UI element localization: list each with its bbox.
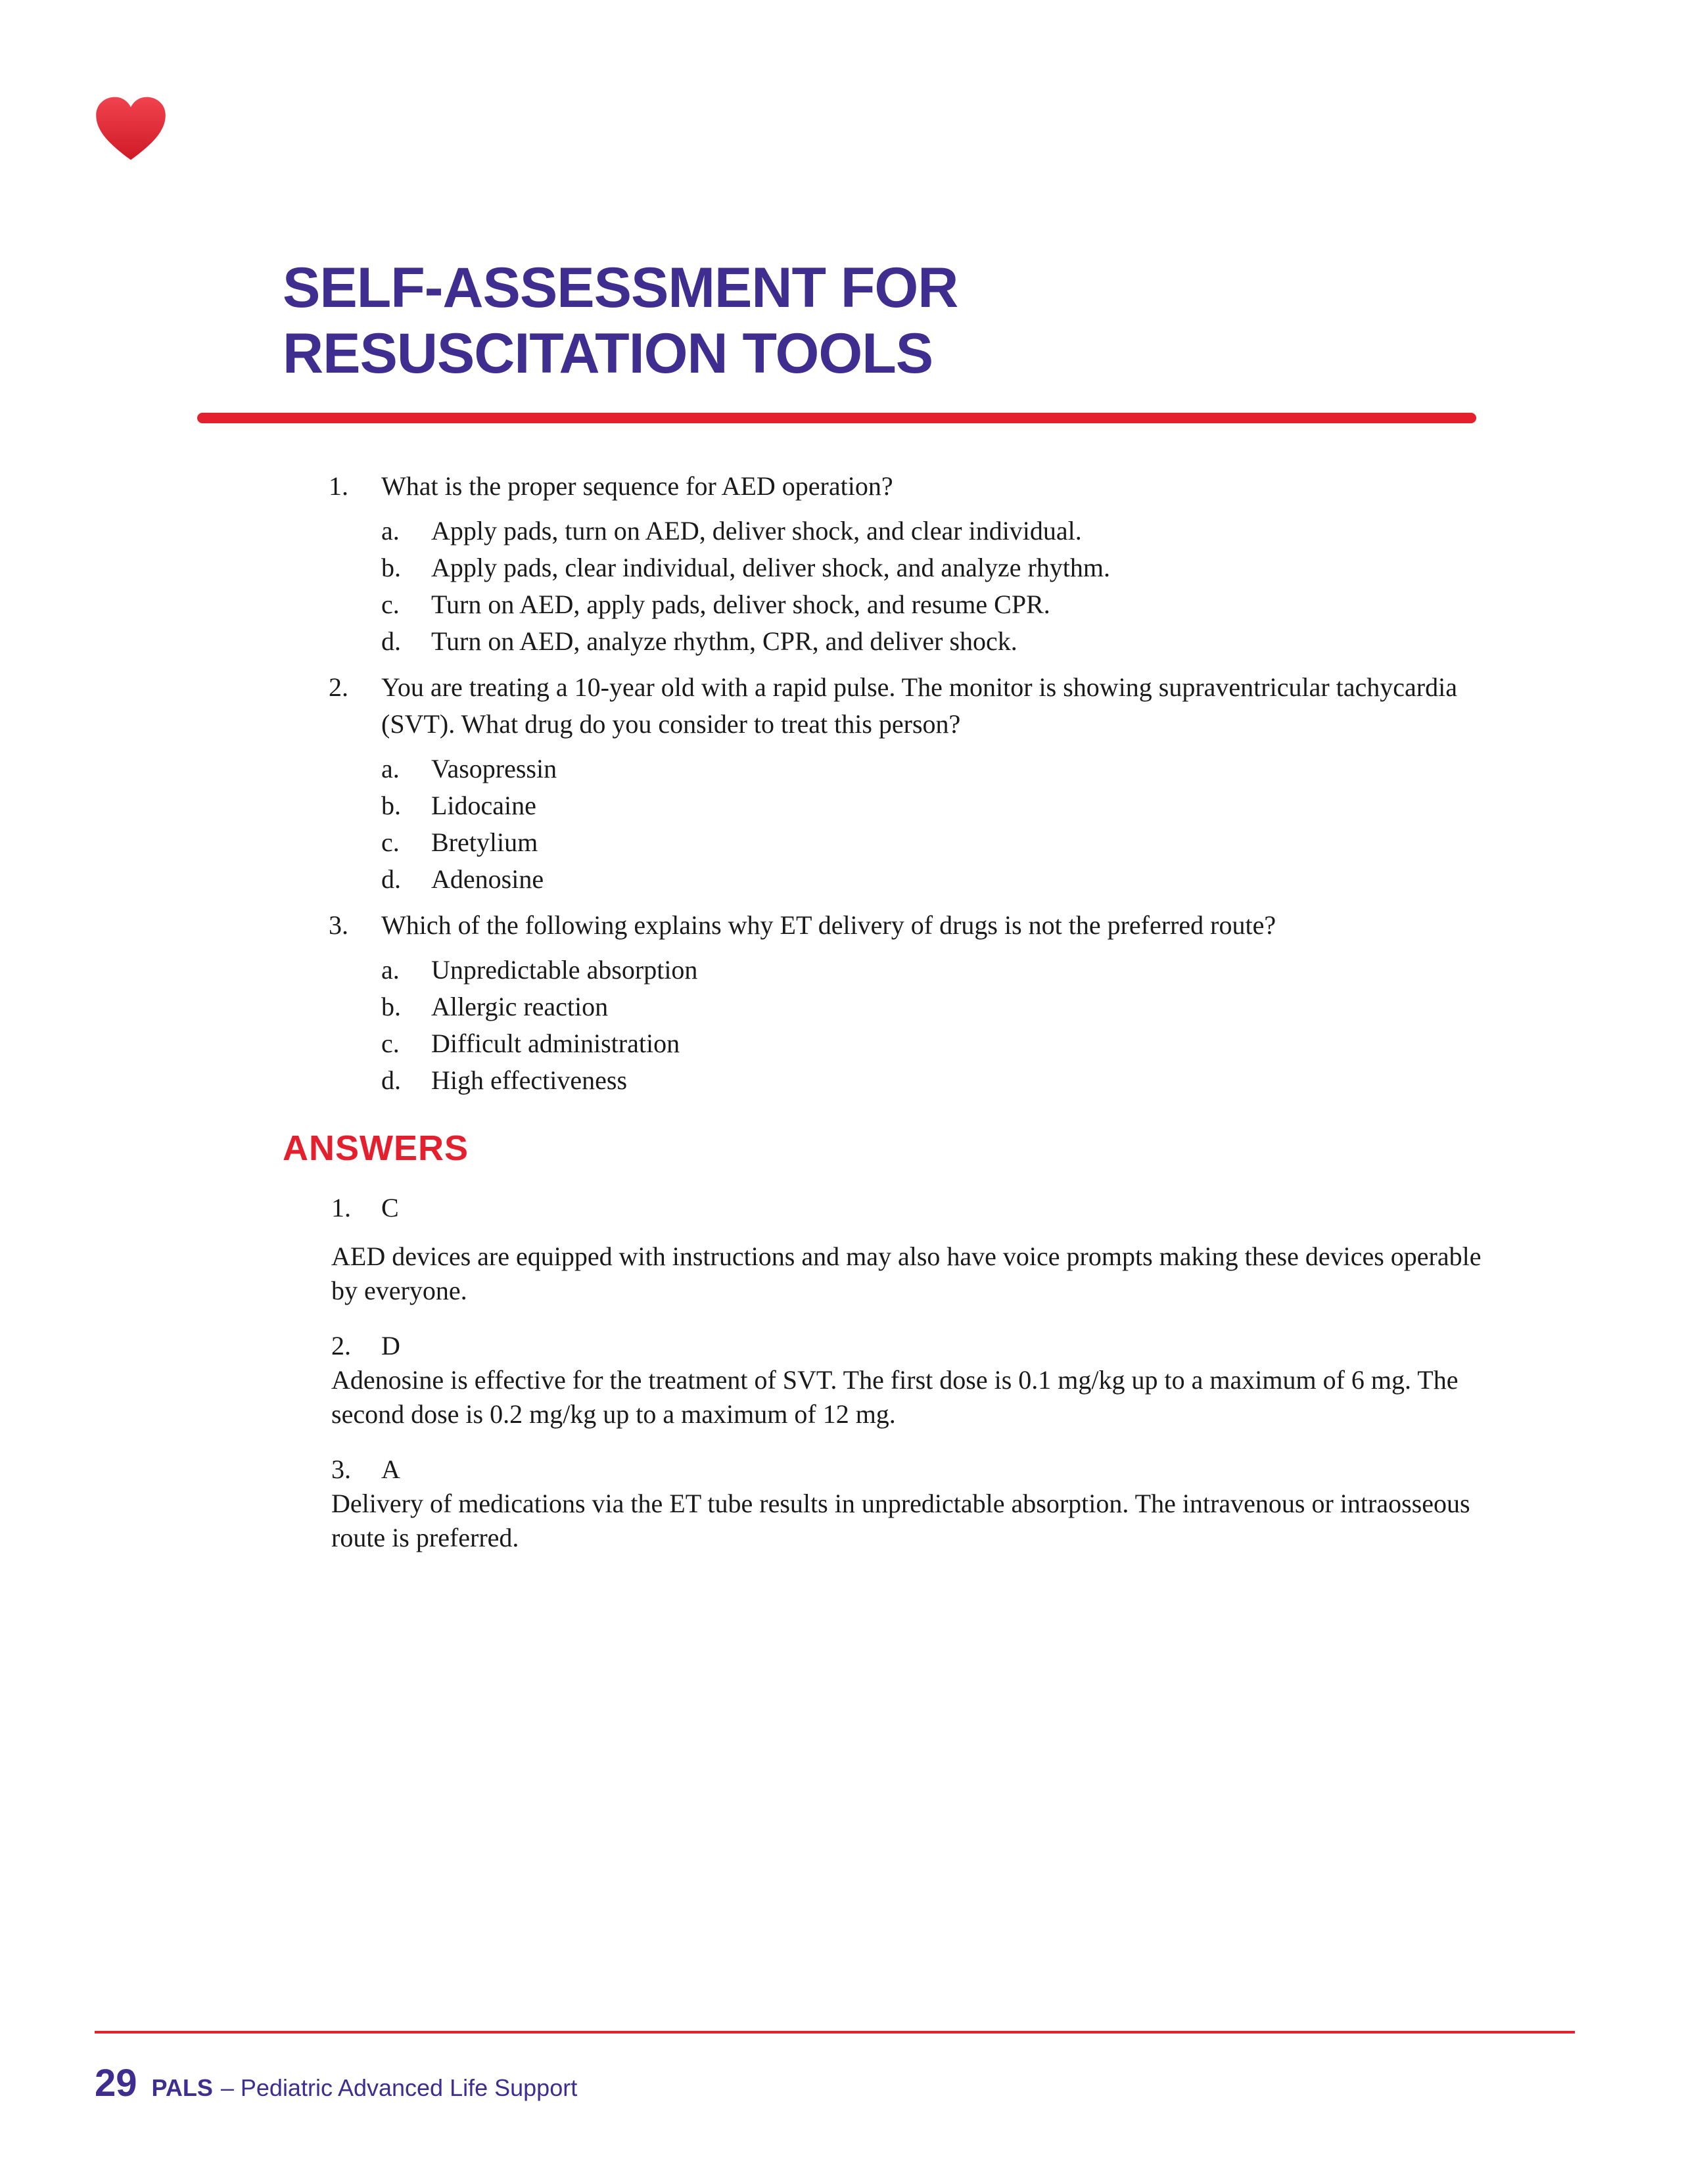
option-letter: c.	[381, 1029, 400, 1058]
option-text: Adenosine	[431, 864, 544, 894]
answer-explanation: Adenosine is effective for the treatment of SVT. The first dose is 0.1 mg/kg up to a maximum of 6 mg. The second dose is 0.2 mg/kg up to a maximum of 12 mg.	[331, 1365, 1459, 1429]
option-list	[329, 513, 1485, 660]
heart-icon	[95, 96, 167, 162]
option-list	[329, 952, 1485, 1099]
option-item	[381, 1062, 1485, 1099]
option-letter: b.	[381, 992, 401, 1021]
option-list	[329, 751, 1485, 898]
question-number: 2.	[329, 672, 348, 702]
answer-explanation: Delivery of medications via the ET tube results in unpredictable absorption. The intravenous or intraosseous route is preferred.	[331, 1489, 1470, 1552]
question-list	[329, 468, 1485, 1108]
option-text: High effectiveness	[431, 1065, 628, 1095]
option-letter: d.	[381, 864, 401, 894]
question-2	[329, 669, 1485, 898]
answer-number: 3.	[331, 1454, 351, 1484]
answer-number: 1.	[331, 1193, 351, 1222]
option-item	[381, 787, 1485, 824]
option-letter: a.	[381, 754, 400, 783]
footer-description: – Pediatric Advanced Life Support	[220, 2074, 578, 2101]
option-item	[381, 824, 1485, 861]
title-divider	[197, 413, 1476, 423]
answer-list	[331, 1191, 1488, 1576]
option-text: Turn on AED, apply pads, deliver shock, and resume CPR.	[431, 590, 1050, 619]
option-text: Bretylium	[431, 827, 538, 857]
answer-letter: A	[381, 1454, 400, 1484]
option-letter: d.	[381, 626, 401, 656]
footer-divider	[95, 2031, 1575, 2033]
option-letter: a.	[381, 955, 400, 985]
answer-1	[331, 1191, 1488, 1308]
option-item	[381, 952, 1485, 988]
option-letter: b.	[381, 791, 401, 820]
page-title-line-1: SELF-ASSESSMENT FOR	[283, 256, 958, 319]
answer-explanation: AED devices are equipped with instructions and may also have voice prompts making these devices operable by everyone.	[331, 1242, 1482, 1305]
option-item	[381, 1025, 1485, 1062]
option-item	[381, 623, 1485, 660]
option-text: Apply pads, turn on AED, deliver shock, and clear individual.	[431, 516, 1082, 546]
option-item	[381, 861, 1485, 898]
option-text: Difficult administration	[431, 1029, 680, 1058]
question-3	[329, 907, 1485, 1099]
page-footer	[95, 2061, 577, 2105]
answers-heading: ANSWERS	[283, 1128, 469, 1168]
option-text: Lidocaine	[431, 791, 536, 820]
option-item	[381, 988, 1485, 1025]
option-letter: a.	[381, 516, 400, 546]
option-item	[381, 513, 1485, 549]
question-text: You are treating a 10-year old with a rapid pulse. The monitor is showing supraventricular tachycardia (SVT). What drug do you consider to treat this person?	[381, 672, 1457, 739]
option-text: Turn on AED, analyze rhythm, CPR, and deliver shock.	[431, 626, 1017, 656]
option-text: Vasopressin	[431, 754, 557, 783]
question-text: What is the proper sequence for AED operation?	[381, 471, 893, 501]
page-title-line-2: RESUSCITATION TOOLS	[283, 322, 933, 385]
option-item	[381, 751, 1485, 787]
answer-2	[331, 1329, 1488, 1431]
option-letter: c.	[381, 827, 400, 857]
option-item	[381, 586, 1485, 623]
page-title	[283, 255, 958, 386]
option-letter: c.	[381, 590, 400, 619]
answer-letter: C	[381, 1193, 399, 1222]
answer-letter: D	[381, 1331, 400, 1360]
question-number: 1.	[329, 471, 348, 501]
question-1	[329, 468, 1485, 660]
footer-brand: PALS	[151, 2074, 213, 2101]
answer-3	[331, 1452, 1488, 1555]
option-letter: b.	[381, 553, 401, 582]
option-letter: d.	[381, 1065, 401, 1095]
answer-number: 2.	[331, 1331, 351, 1360]
option-item	[381, 549, 1485, 586]
question-number: 3.	[329, 910, 348, 940]
page-number: 29	[95, 2062, 137, 2104]
option-text: Unpredictable absorption	[431, 955, 698, 985]
option-text: Apply pads, clear individual, deliver shock, and analyze rhythm.	[431, 553, 1111, 582]
question-text: Which of the following explains why ET delivery of drugs is not the preferred route?	[381, 910, 1276, 940]
option-text: Allergic reaction	[431, 992, 609, 1021]
